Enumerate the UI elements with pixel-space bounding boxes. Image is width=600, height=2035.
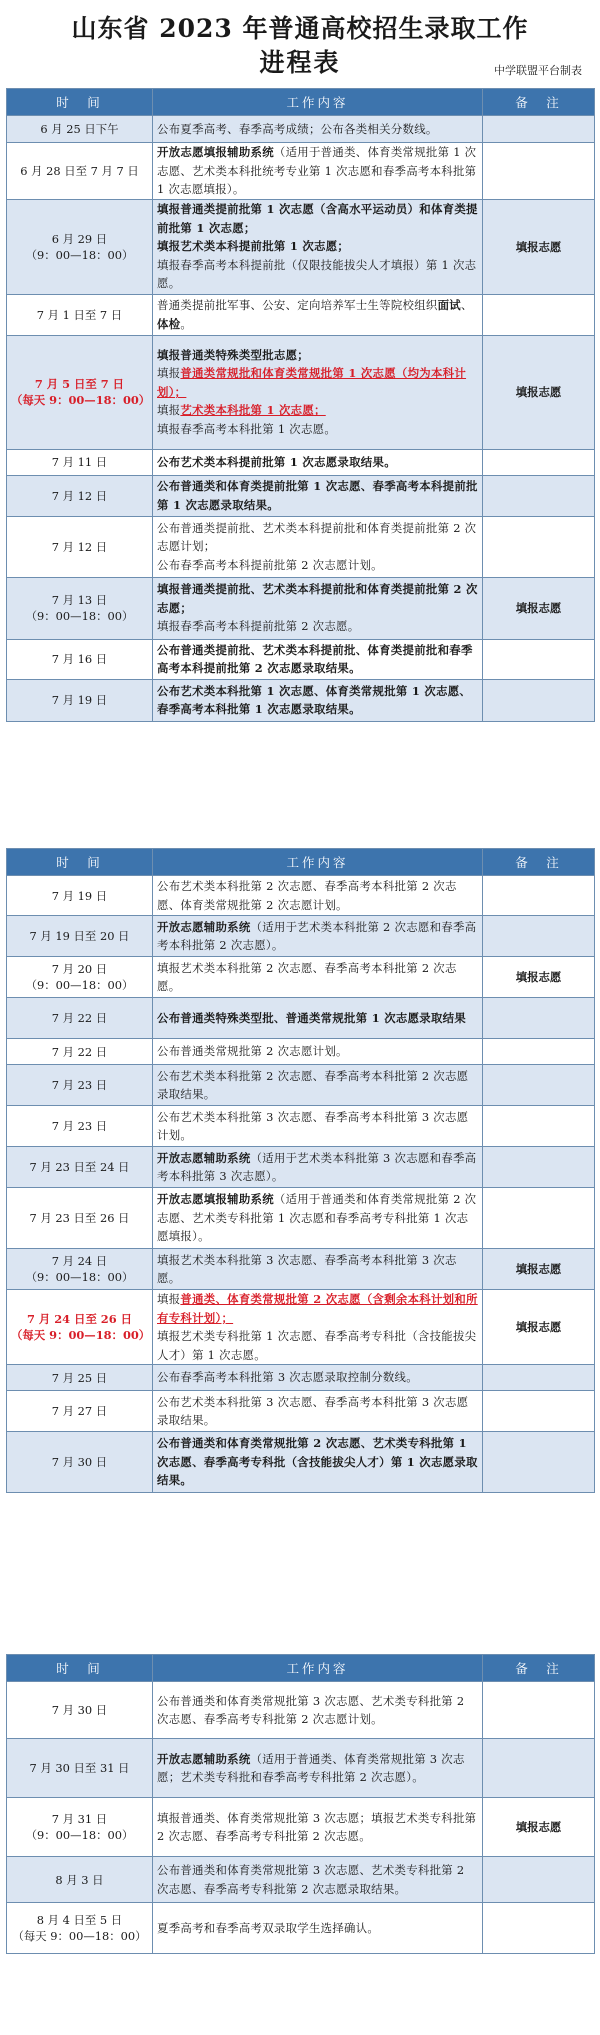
content-cell [153,1365,483,1391]
content-text: 填报普通类特殊类型批志愿； [157,347,309,362]
content-cell [153,1857,483,1903]
time-cell [7,1365,153,1391]
table-row [7,876,595,916]
time-cell [7,1249,153,1290]
content-cell [153,143,483,200]
header-note: 备 注 [483,849,595,876]
content-text: 公布普通类提前批、艺术类本科提前批和体育类提前批第 2 次志愿计划； [157,520,477,554]
note-cell [483,916,595,957]
content-text: 填报普通类提前批、艺术类本科提前批和体育类提前批第 2 次志愿； [157,582,478,615]
time-cell [7,1290,153,1365]
content-text: 普通类、体育类常规批第 2 次志愿（含剩余本科计划和所有专科计划）； [157,1292,478,1325]
table-header-row [7,89,595,116]
note-cell: 填报志愿 [483,1290,595,1365]
content-text: 公布普通类和体育类常规批第 3 次志愿、艺术类专科批第 2 次志愿、春季高考专科批第 2 次志愿录取结果。 [157,1863,465,1896]
schedule-table-2 [6,848,595,1493]
content-text: 开放志愿填报辅助系统 [157,145,274,159]
note-cell: 填报志愿 [483,957,595,998]
note-cell [483,449,595,475]
time-text: 7 月 13 日 [51,593,108,607]
content-cell [153,1798,483,1857]
table-row [7,1682,595,1739]
note-cell: 填报志愿 [483,577,595,639]
content-cell [153,577,483,639]
time-cell [7,294,153,335]
header-note: 备 注 [483,1655,595,1682]
content-text: 填报春季高考本科提前批第 2 次志愿。 [157,619,360,634]
content-text: 面试 [437,298,461,312]
content-text: （适用于艺术类本科批第 3 次志愿和春季高考本科批第 3 次志愿）。 [157,1150,477,1183]
time-text: （9：00—18：00） [25,609,134,623]
content-text: 开放志愿填报辅助系统 [157,1192,274,1207]
content-cell [153,449,483,475]
content-text: 公布艺术类本科批第 2 次志愿、春季高考本科批第 2 次志愿录取结果。 [157,1068,469,1101]
content-text: 夏季高考和春季高考双录取学生选择确认。 [157,1920,380,1935]
note-cell: 填报志愿 [483,1798,595,1857]
time-cell [7,1432,153,1493]
content-text: 开放志愿辅助系统 [157,919,251,934]
table-row [7,1391,595,1432]
time-cell [7,335,153,449]
content-text: 填报春季高考本科批第 1 次志愿。 [157,421,337,436]
content-cell [153,199,483,294]
content-cell [153,1432,483,1493]
note-cell [483,294,595,335]
note-cell [483,1188,595,1249]
note-cell [483,1903,595,1954]
content-cell [153,916,483,957]
time-text: 7 月 16 日 [51,652,108,666]
content-cell [153,1106,483,1147]
table-row [7,475,595,516]
time-text: 7 月 22 日 [51,1044,108,1059]
note-cell [483,516,595,577]
table-row [7,335,595,449]
content-text: （适用于艺术类本科批第 2 次志愿和春季高考本科批第 2 次志愿）。 [157,919,477,952]
note-cell [483,1147,595,1188]
time-text: 7 月 27 日 [51,1404,108,1418]
table-row [7,1290,595,1365]
time-text: 7 月 23 日至 26 日 [29,1211,130,1225]
note-cell [483,876,595,916]
content-cell [153,1188,483,1249]
time-cell [7,876,153,916]
table-row [7,577,595,639]
content-text: 公布普通类特殊类型批、普通类常规批第 1 次志愿录取结果 [157,1010,467,1025]
table-row [7,294,595,335]
content-text: 公布普通类和体育类提前批第 1 次志愿、春季高考本科提前批第 1 次志愿录取结果。 [157,479,478,512]
title-block [0,6,600,84]
content-text: 填报艺术类本科批第 2 次志愿、春季高考本科批第 2 次志愿。 [157,960,457,993]
time-text: （每天 9：00—18：00） [11,1328,151,1342]
time-cell [7,143,153,200]
time-text: 7 月 12 日 [51,539,108,554]
time-text: 7 月 30 日至 31 日 [29,1761,130,1775]
content-text: 填报 [157,403,181,418]
content-cell [153,1147,483,1188]
content-cell [153,1290,483,1365]
time-text: 7 月 1 日至 7 日 [36,307,123,322]
content-text: 公布普通类常规批第 2 次志愿计划。 [157,1044,348,1059]
header-content: 工作内容 [153,849,483,876]
time-text: 7 月 19 日 [51,888,108,903]
header-content: 工作内容 [153,1655,483,1682]
content-text: 填报春季高考本科提前批（仅限技能拔尖人才填报）第 1 次志愿。 [157,257,477,291]
content-text: 公布普通类和体育类常规批第 3 次志愿、艺术类专科批第 2 次志愿、春季高考专科批第 2 次志愿计划。 [157,1693,465,1726]
time-text: 7 月 19 日至 20 日 [29,929,130,943]
content-text: 填报 [157,1292,181,1306]
table-row [7,1903,595,1954]
content-text: （适用于普通类、体育类常规批第 3 次志愿；艺术类专科批和春季高考专科批第 2 次志愿）。 [157,1751,465,1784]
page-subtitle: 进程表 [259,48,341,77]
time-cell [7,1739,153,1798]
time-cell [7,957,153,998]
content-cell [153,957,483,998]
table-row [7,1857,595,1903]
time-text: 7 月 5 日至 7 日 [34,377,125,391]
time-text: （9：00—18：00） [25,978,134,992]
table-row [7,998,595,1039]
note-cell [483,143,595,200]
time-text: 7 月 24 日 [51,1254,108,1268]
time-text: 7 月 22 日 [51,1011,108,1025]
note-cell [483,1432,595,1493]
content-text: 填报艺术类本科批第 3 次志愿、春季高考本科批第 3 次志愿。 [157,1252,457,1285]
content-text: 填报艺术类本科提前批第 1 次志愿； [157,239,350,254]
content-text: 公布艺术类本科批第 1 次志愿、体育类常规批第 1 次志愿、春季高考本科批第 1 次志愿录取结果。 [157,683,472,716]
table-row [7,1039,595,1065]
table-header-row [7,1655,595,1682]
table-row [7,957,595,998]
header-time: 时 间 [7,1655,153,1682]
time-text: 7 月 31 日 [51,1812,108,1826]
credit-text: 中学联盟平台制表 [494,64,582,77]
content-cell [153,1039,483,1065]
time-cell [7,1682,153,1739]
content-text: 普通类常规批和体育类常规批第 1 次志愿（均为本科计划）； [157,366,467,399]
time-cell [7,1106,153,1147]
content-text: （适用于普通类和体育类常规批第 2 次志愿、艺术类专科批第 1 次志愿和春季高考专科批第 1 次志愿填报）。 [157,1192,477,1244]
schedule-table-3 [6,1654,595,1954]
time-text: 7 月 30 日 [51,1455,108,1469]
note-cell [483,1065,595,1106]
content-text: 公布普通类提前批、艺术类本科提前批、体育类提前批和春季高考本科提前批第 2 次志愿录取结果。 [157,642,473,675]
time-text: 7 月 20 日 [51,962,108,976]
time-text: 8 月 4 日至 5 日 [36,1913,123,1927]
time-cell [7,639,153,679]
content-text: 公布艺术类本科批第 3 次志愿、春季高考本科批第 3 次志愿计划。 [157,1109,469,1142]
content-cell [153,335,483,449]
table-row [7,116,595,143]
content-text: 填报 [157,366,181,381]
content-cell [153,1065,483,1106]
content-cell [153,876,483,916]
content-cell [153,294,483,335]
time-cell [7,577,153,639]
page-title: 山东省 2023 年普通高校招生录取工作 [71,14,529,43]
table-row [7,1798,595,1857]
content-text: 公布春季高考本科批第 3 次志愿录取控制分数线。 [157,1370,418,1385]
time-text: 8 月 3 日 [55,1872,104,1887]
content-cell [153,1249,483,1290]
content-cell [153,1682,483,1739]
time-cell [7,116,153,143]
table-row [7,199,595,294]
time-cell [7,1903,153,1954]
note-cell: 填报志愿 [483,199,595,294]
table-row [7,1432,595,1493]
time-cell [7,998,153,1039]
table-row [7,1147,595,1188]
note-cell [483,475,595,516]
time-cell [7,679,153,721]
header-content: 工作内容 [153,89,483,116]
content-text: 填报艺术类专科批第 1 次志愿、春季高考专科批（含技能拔尖人才）第 1 次志愿。 [157,1329,477,1362]
header-time: 时 间 [7,849,153,876]
time-cell [7,475,153,516]
content-cell [153,639,483,679]
note-cell [483,998,595,1039]
note-cell [483,679,595,721]
table-row [7,1739,595,1798]
content-text: 公布春季高考本科提前批第 2 次志愿计划。 [157,557,383,572]
content-text: 艺术类本科批第 1 次志愿； [180,403,326,418]
content-text: 、 [460,298,473,312]
time-cell [7,1039,153,1065]
content-text: 体检 [157,316,181,331]
content-text: 填报普通类提前批第 1 次志愿（含高水平运动员）和体育类提前批第 1 次志愿； [157,202,478,235]
note-cell [483,1739,595,1798]
content-cell [153,998,483,1039]
time-cell [7,1147,153,1188]
content-cell [153,116,483,143]
time-text: 6 月 25 日下午 [40,122,119,136]
time-cell [7,449,153,475]
content-cell [153,475,483,516]
header-time: 时 间 [7,89,153,116]
time-text: （9：00—18：00） [25,247,134,262]
content-text: 。 [180,316,193,331]
table-row [7,679,595,721]
content-cell [153,1391,483,1432]
time-text: （每天 9：00—18：00） [12,1929,147,1943]
time-text: 7 月 23 日至 24 日 [29,1160,130,1174]
note-cell [483,1857,595,1903]
table-row [7,516,595,577]
time-text: 7 月 12 日 [51,488,108,503]
content-cell [153,679,483,721]
note-cell [483,1682,595,1739]
time-text: （每天 9：00—18：00） [11,393,151,407]
note-cell [483,639,595,679]
time-text: 7 月 23 日 [51,1119,108,1133]
note-cell [483,1391,595,1432]
note-cell [483,116,595,143]
time-cell [7,1798,153,1857]
time-text: 6 月 29 日 [51,231,108,246]
time-cell [7,1188,153,1249]
note-cell [483,1365,595,1391]
content-text: 开放志愿辅助系统 [157,1751,251,1766]
content-text: 公布艺术类本科批第 3 次志愿、春季高考本科批第 3 次志愿录取结果。 [157,1394,469,1427]
table-row [7,1188,595,1249]
table-row [7,639,595,679]
time-text: （9：00—18：00） [25,1270,134,1284]
content-text: 公布艺术类本科批第 2 次志愿、春季高考本科批第 2 次志愿、体育类常规批第 2 次志愿计划。 [157,879,457,912]
time-cell [7,199,153,294]
content-text: 填报普通类、体育类常规批第 3 次志愿；填报艺术类专科批第 2 次志愿、春季高考专科批第 2 次志愿。 [157,1810,477,1843]
time-text: 7 月 25 日 [51,1370,108,1385]
table-row [7,1249,595,1290]
time-text: 7 月 11 日 [51,455,108,469]
note-cell: 填报志愿 [483,335,595,449]
table-row [7,1065,595,1106]
time-text: 7 月 23 日 [51,1078,108,1092]
time-cell [7,516,153,577]
content-text: 公布普通类和体育类常规批第 2 次志愿、艺术类专科批第 1 次志愿、春季高考专科批（含技能拔尖人才）第 1 次志愿录取结果。 [157,1436,478,1488]
time-text: 7 月 19 日 [51,693,108,707]
table-row [7,449,595,475]
time-text: 7 月 24 日至 26 日 [26,1312,133,1326]
table-row [7,1106,595,1147]
note-cell [483,1106,595,1147]
content-text: 公布夏季高考、春季高考成绩；公布各类相关分数线。 [157,121,438,136]
content-text: 普通类提前批军事、公安、定向培养军士生等院校组织 [157,298,438,312]
time-cell [7,1065,153,1106]
time-text: （9：00—18：00） [25,1828,134,1842]
time-cell [7,1857,153,1903]
time-cell [7,1391,153,1432]
content-cell [153,516,483,577]
content-text: （适用于普通类、体育类常规批第 1 次志愿、艺术类本科批统考专业第 1 次志愿和春季高考本科批第 1 次志愿填报）。 [157,145,477,196]
table-row [7,143,595,200]
content-cell [153,1903,483,1954]
time-cell [7,916,153,957]
table-row [7,916,595,957]
time-text: 6 月 28 日至 7 月 7 日 [20,163,139,178]
content-text: 公布艺术类本科提前批第 1 次志愿录取结果。 [157,454,396,469]
table-header-row [7,849,595,876]
time-text: 7 月 30 日 [51,1703,108,1717]
table-row [7,1365,595,1391]
note-cell: 填报志愿 [483,1249,595,1290]
schedule-table-1 [6,88,595,722]
header-note: 备 注 [483,89,595,116]
note-cell [483,1039,595,1065]
content-cell [153,1739,483,1798]
content-text: 开放志愿辅助系统 [157,1150,251,1165]
